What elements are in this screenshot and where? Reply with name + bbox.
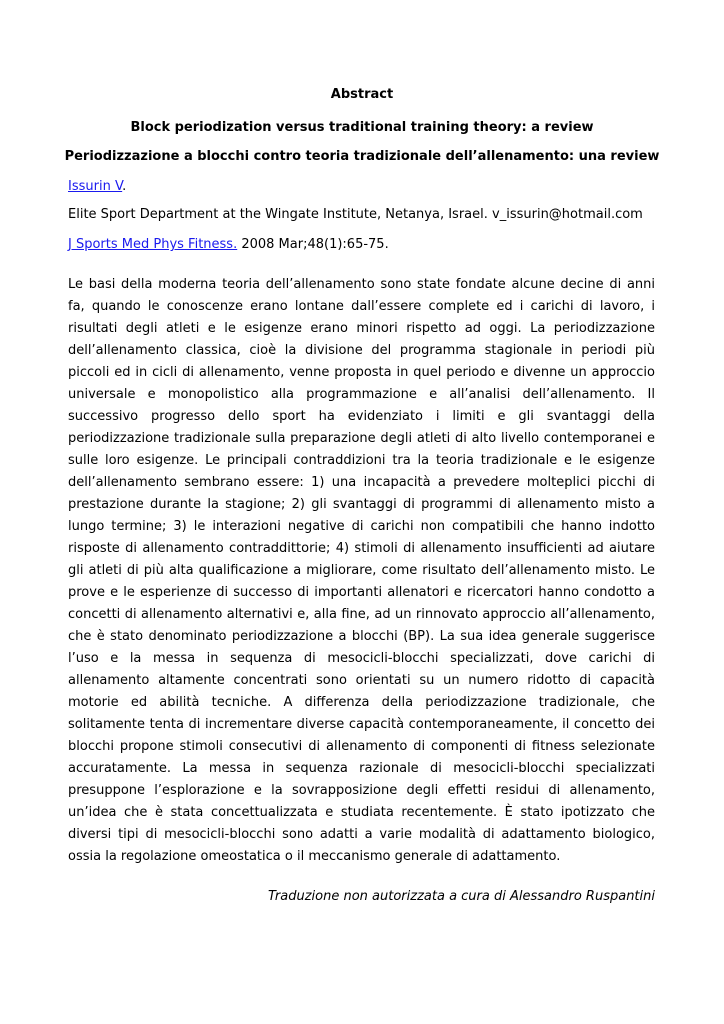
article-title-english: Block periodization versus traditional training theory: a review	[130, 120, 594, 135]
abstract-body-text: Le basi della moderna teoria dell’allenamento sono state fondate alcune decine di anni fa, quando le conoscenze erano lontane dall’essere complete ed i carichi di lavoro, i risultati degli atleti e le esigenze erano minori rispetto ad oggi. La periodizzazione dell’allenamento classica, cioè la divisione del programma stagionale in periodi più piccoli ed in cicli di allenamento, venne proposta in quel periodo e divenne un approccio universale e monopolistico alla programmazione e all’analisi dell’allenamento. Il successivo progresso dello sport ha evidenziato i limiti e gli svantaggi della periodizzazione tradizionale sulla preparazione degli atleti di alto livello contemporanei e sulle loro esigenze. Le principali contraddizioni tra la teoria tradizionale e le esigenze dell’allenamento sembrano essere: 1) una incapacità a prevedere molteplici picchi di prestazione durante la stagione; 2) gli svantaggi di programmi di allenamento misto a lungo termine; 3) le interazioni negative di carichi non compatibili che hanno indotto risposte di allenamento contraddittorie; 4) stimoli di allenamento insufficienti ad aiutare gli atleti di più alta qualificazione a migliorare, come risultato dell’allenamento misto. Le prove e le esperienze di successo di importanti allenatori e ricercatori hanno condotto a concetti di allenamento alternativi e, alla fine, ad un rinnovato approccio all’allenamento, che è stato denominato periodizzazione a blocchi (BP). La sua idea generale suggerisce l’uso e la messa in sequenza di mesocicli-blocchi specializzati, dove carichi di allenamento altamente concentrati sono orientati su un numero ridotto di capacità motorie ed abilità tecniche. A differenza della periodizzazione tradizionale, che solitamente tenta di incrementare diverse capacità contemporaneamente, il concetto dei blocchi propone stimoli consecutivi di allenamento di componenti di fitness selezionate accuratamente. La messa in sequenza razionale di mesocicli-blocchi specializzati presuppone l’esplorazione e la sovrapposizione degli effetti residui di allenamento, un’idea che è stata concettualizzata e studiata recentemente. È stato ipotizzato che diversi tipi di mesocicli-blocchi sono adatti a varie modalità di adattamento biologico, ossia la regolazione omeostatica o il meccanismo generale di adattamento.	[68, 277, 655, 864]
article-title-italian: Periodizzazione a blocchi contro teoria tradizionale dell’allenamento: una review	[64, 149, 660, 164]
citation-line	[68, 237, 389, 253]
author-affiliation: Elite Sport Department at the Wingate Institute, Netanya, Israel. v_issurin@hotmail.com	[68, 207, 643, 222]
section-heading-abstract: Abstract	[330, 87, 394, 102]
author-link[interactable]: Issurin V	[68, 179, 123, 194]
journal-link[interactable]: J Sports Med Phys Fitness.	[68, 237, 238, 252]
author-suffix: .	[122, 179, 127, 194]
author-line	[68, 179, 126, 195]
citation-details: 2008 Mar;48(1):65-75.	[237, 237, 389, 252]
translation-note: Traduzione non autorizzata a cura di Alessandro Ruspantini	[267, 889, 655, 904]
